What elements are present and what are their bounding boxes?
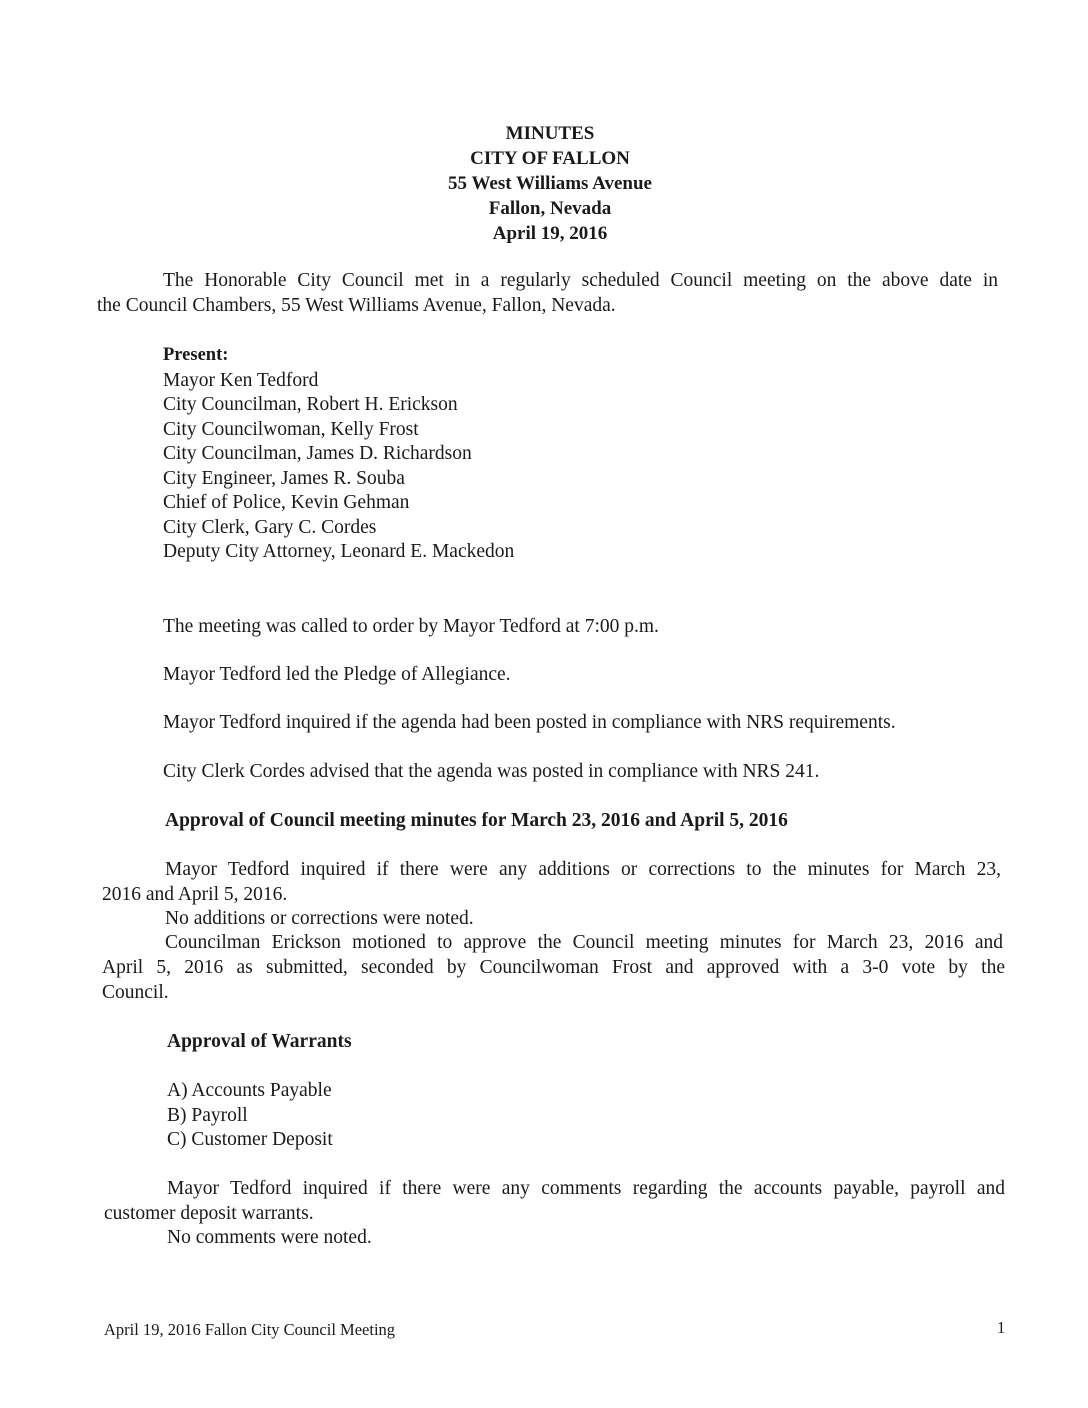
minutes-p2: No additions or corrections were noted.: [165, 908, 474, 929]
warrant-item: B) Payroll: [167, 1105, 248, 1126]
present-member: City Clerk, Gary C. Cordes: [163, 517, 377, 538]
agenda-answer: City Clerk Cordes advised that the agenda was posted in compliance with NRS 241.: [163, 761, 820, 782]
doc-title: MINUTES: [505, 123, 595, 144]
doc-location: Fallon, Nevada: [488, 198, 612, 219]
present-label: Present:: [163, 345, 229, 365]
doc-address: 55 West Williams Avenue: [448, 173, 652, 194]
warrants-p2: No comments were noted.: [167, 1227, 372, 1248]
intro-line-2: the Council Chambers, 55 West Williams Avenue, Fallon, Nevada.: [97, 295, 616, 316]
present-member: City Councilman, Robert H. Erickson: [163, 394, 458, 415]
page-number: 1: [997, 1318, 1006, 1337]
present-member: Mayor Ken Tedford: [163, 370, 319, 391]
minutes-approval-heading: Approval of Council meeting minutes for March 23, 2016 and April 5, 2016: [165, 810, 788, 831]
warrant-item: C) Customer Deposit: [167, 1129, 333, 1150]
agenda-inquiry: Mayor Tedford inquired if the agenda had been posted in compliance with NRS requirements.: [163, 712, 896, 733]
minutes-p3-line-3: Council.: [102, 982, 169, 1003]
minutes-p3-line-1: Councilman Erickson motioned to approve the Council meeting minutes for March 23, 2016 and: [165, 932, 1003, 953]
minutes-p1-line-2: 2016 and April 5, 2016.: [102, 884, 288, 905]
doc-city: CITY OF FALLON: [470, 148, 630, 169]
present-member: City Councilwoman, Kelly Frost: [163, 419, 419, 440]
doc-date: April 19, 2016: [492, 223, 608, 244]
minutes-p1-line-1: Mayor Tedford inquired if there were any additions or corrections to the minutes for March 23,: [165, 859, 1001, 880]
footer-date-title: April 19, 2016 Fallon City Council Meeting: [104, 1320, 396, 1339]
present-member: Deputy City Attorney, Leonard E. Mackedon: [163, 541, 515, 562]
present-member: Chief of Police, Kevin Gehman: [163, 492, 410, 513]
warrants-p1-line-2: customer deposit warrants.: [104, 1203, 314, 1224]
warrants-p1-line-1: Mayor Tedford inquired if there were any comments regarding the accounts payable, payroll and: [167, 1178, 1005, 1199]
minutes-p3-line-2: April 5, 2016 as submitted, seconded by Councilwoman Frost and approved with a 3-0 vote by the: [102, 957, 1005, 978]
warrant-item: A) Accounts Payable: [167, 1080, 332, 1101]
warrants-heading: Approval of Warrants: [167, 1031, 352, 1052]
present-member: City Engineer, James R. Souba: [163, 468, 405, 489]
present-member: City Councilman, James D. Richardson: [163, 443, 472, 464]
pledge: Mayor Tedford led the Pledge of Allegiance.: [163, 664, 511, 685]
called-to-order: The meeting was called to order by Mayor Tedford at 7:00 p.m.: [163, 616, 659, 637]
intro-line-1: The Honorable City Council met in a regularly scheduled Council meeting on the above date in: [163, 270, 998, 291]
